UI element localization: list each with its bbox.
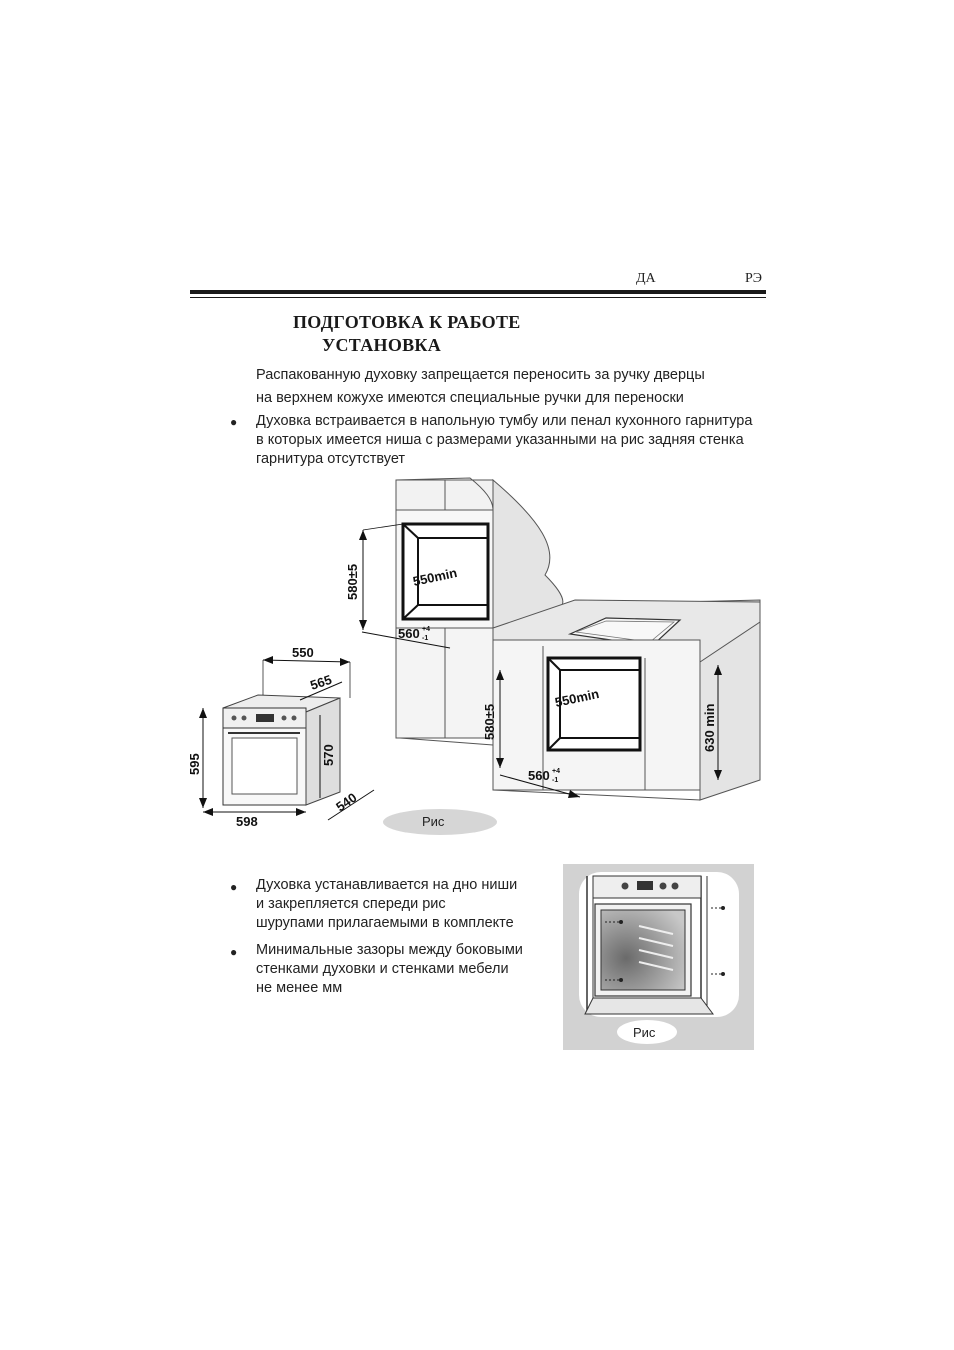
intro-line-1: Распакованную духовку запрещается переносить за ручку дверцы — [256, 367, 705, 383]
screw-icon — [721, 906, 725, 910]
page-title: ПОДГОТОВКА К РАБОТЕ — [293, 312, 521, 332]
dim-oven-width: 598 — [236, 814, 258, 829]
bullet2-line-1: Духовка устанавливается на дно ниши — [256, 877, 518, 893]
dim-lower-tol-minus: -1 — [552, 777, 559, 784]
dim-oven-inner-height: 570 — [321, 744, 336, 766]
intro-line-2: на верхнем кожухе имеются специальные ручки для переноски — [256, 390, 684, 406]
dim-upper-tol-plus: +4 — [422, 626, 430, 633]
dim-lower-width: 560 — [528, 768, 550, 783]
bullet1-line-3: гарнитура отсутствует — [256, 451, 406, 467]
bullet2-line-3: шурупами прилагаемыми в комплекте — [256, 915, 514, 931]
dim-upper-height: 580±5 — [345, 563, 360, 600]
figure1-caption: Рис — [422, 814, 445, 829]
figure2-open-door — [585, 998, 713, 1014]
bullet2-line-2: и закрепляется спереди рис — [256, 896, 446, 912]
bullet1-line-2: в которых имеется ниша с размерами указанными на рис задняя стенка — [256, 432, 744, 448]
mounting-diagram — [563, 864, 754, 1050]
dim-lower-tol-plus: +4 — [552, 768, 560, 775]
header-left: ДА — [636, 271, 656, 286]
dim-lower-height: 580±5 — [482, 703, 497, 740]
bullet3-line-1: Минимальные зазоры между боковыми — [256, 942, 523, 958]
dim-counter-height: 630 min — [702, 703, 717, 752]
dim-oven-depth-top: 550 — [292, 645, 314, 660]
bullet1-line-1: Духовка встраивается в напольную тумбу или пенал кухонного гарнитура — [256, 413, 753, 429]
bullet3-line-3: не менее мм — [256, 980, 343, 996]
bullet-icon: ● — [230, 415, 238, 429]
dim-oven-height: 595 — [187, 753, 202, 775]
bullet-icon: ● — [230, 945, 238, 959]
screw-icon — [619, 978, 623, 982]
dim-oven-depth-panel: 565 — [308, 671, 334, 693]
dim-upper-width: 560 — [398, 626, 420, 641]
header-right: РЭ — [745, 271, 763, 286]
dim-oven-depth: 540 — [333, 789, 360, 815]
page-subtitle: УСТАНОВКА — [322, 335, 442, 355]
dim-upper-depth: 550min — [411, 564, 459, 589]
bullet3-line-2: стенками духовки и стенками мебели — [256, 961, 509, 977]
figure2-caption: Рис — [633, 1025, 656, 1040]
dim-lower-depth: 550min — [553, 685, 601, 710]
dim-upper-tol-minus: -1 — [422, 635, 429, 642]
screw-icon — [619, 920, 623, 924]
bullet-icon: ● — [230, 880, 238, 894]
screw-icon — [721, 972, 725, 976]
